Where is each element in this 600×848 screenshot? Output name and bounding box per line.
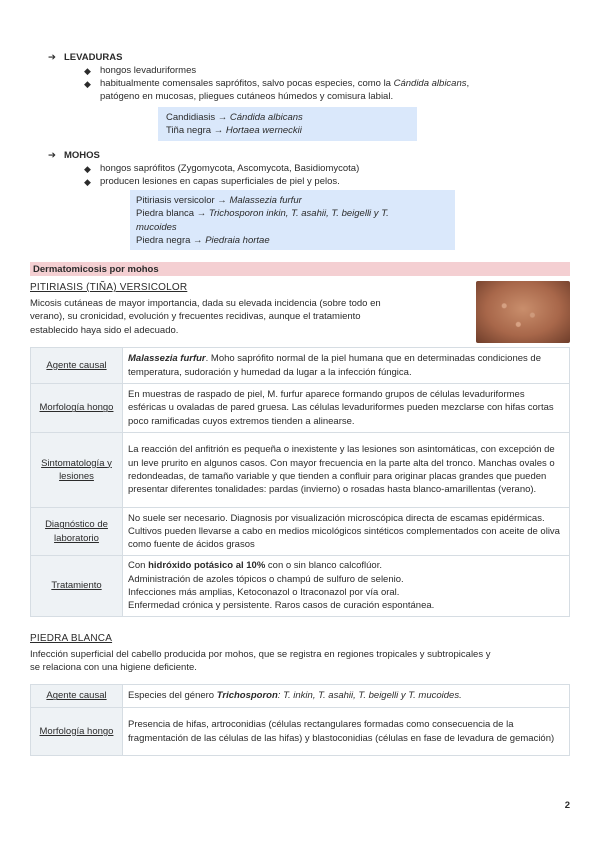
pitiriasis-heading: PITIRIASIS (TIÑA) VERSICOLOR <box>30 282 188 293</box>
levaduras-heading: ➔ LEVADURAS <box>48 52 123 63</box>
row-value: Especies del género Trichosporon: T. inkin, T. asahii, T. beigelli y T. mucoides. <box>123 685 570 708</box>
list-item: ◆ hongos saprófitos (Zygomycota, Ascomycota, Basidiomycota) <box>84 163 360 174</box>
table-row <box>31 384 570 433</box>
table-row <box>31 685 570 708</box>
row-label: Morfología hongo <box>31 708 123 756</box>
table-row <box>31 348 570 384</box>
page-number: 2 <box>564 800 570 811</box>
list-item: ◆ producen lesiones en capas superficiales de piel y pelos. <box>84 176 340 188</box>
piedra-blanca-intro: Infección superficial del cabello producida por mohos, que se registra en regiones tropicales y subtropicales y se relaciona con una higiene deficiente. <box>30 649 491 674</box>
row-value: Malassezia furfur. Moho saprófito normal de la piel humana que en determinadas condiciones de temperatura, sudoración y humedad da lugar a la infección fúngica. <box>123 348 570 384</box>
mohos-disease-box: Pitiriasis versicolor → Malassezia furfur Piedra blanca → Trichosporon inkin, T. asahii, T. beigelli y T. mucoides Piedra negra → Piedraia hortae <box>130 190 455 250</box>
section-title-bar: Dermatomicosis por mohos <box>30 262 570 276</box>
diamond-bullet-icon: ◆ <box>84 164 91 174</box>
table-row <box>31 556 570 617</box>
piedra-blanca-heading: PIEDRA BLANCA <box>30 633 113 644</box>
levaduras-list <box>84 64 570 103</box>
row-label: Tratamiento <box>31 556 123 617</box>
pitiriasis-intro: Micosis cutáneas de mayor importancia, dada su elevada incidencia (sobre todo en verano), su cronicidad, evolución y frecuentes recidivas, aunque el tratamiento establecido haya sido el adecuado. <box>30 298 381 336</box>
piedra-blanca-table <box>30 684 570 756</box>
table-row <box>31 508 570 556</box>
diamond-bullet-icon: ◆ <box>84 177 91 188</box>
row-value: La reacción del anfitrión es pequeña o inexistente y las lesiones son asintomáticas, con excepción de un leve prurito en algunos casos. Con mayor frecuencia en la parte alta del tronco. Manchas ovales o redondeadas, de tamaño variable y que tienden a confluir para originar placas grandes que pueden presentar diferentes tonalidades: pardas (invierno) o rosadas hasta blanco-amarillentas (verano). <box>123 433 570 508</box>
row-value: Con hidróxido potásico al 10% con o sin blanco calcoflúor. Administración de azoles tópicos o champú de sulfuro de selenio. Infecciones más amplias, Ketoconazol o Itraconazol por vía oral. Enfermedad crónica y persistente. Raros casos de curación espontánea. <box>123 556 570 617</box>
skin-lesion-photo <box>476 281 570 343</box>
table-row <box>31 708 570 756</box>
mohos-list <box>84 162 570 188</box>
row-value: En muestras de raspado de piel, M. furfur aparece formando grupos de células levaduriformes esféricas u ovaladas de pared gruesa. Las células levaduriformes pueden mezclarse con hifas cortas poco ramificadas cuyos extremos tienden a alinearse. <box>123 384 570 433</box>
arrow-right-icon: ➔ <box>48 150 56 161</box>
row-label: Morfología hongo <box>31 384 123 433</box>
list-item: ◆ hongos levaduriformes <box>84 65 197 76</box>
levaduras-disease-box: Candidiasis → Cándida albicans Tiña negra → Hortaea werneckii <box>158 107 417 141</box>
table-row <box>31 433 570 508</box>
row-label: Sintomatología y lesiones <box>31 433 123 508</box>
arrow-right-icon: ➔ <box>48 52 56 63</box>
row-value: No suele ser necesario. Diagnosis por visualización microscópica directa de escamas epidérmicas. Cultivos pueden llevarse a cabo en medios micológicos sintéticos complementados con aceite de oliva como fuente de ácidos grasos <box>123 508 570 556</box>
mohos-heading: ➔ MOHOS <box>48 150 100 161</box>
row-label: Diagnóstico de laboratorio <box>31 508 123 556</box>
diamond-bullet-icon: ◆ <box>84 66 91 76</box>
row-value: Presencia de hifas, artroconidias (células rectangulares formadas como consecuencia de la fragmentación de las células de las hifas) y blastoconidias (células en fase de levadura de gemación) <box>123 708 570 756</box>
diamond-bullet-icon: ◆ <box>84 79 91 90</box>
pitiriasis-table <box>30 347 570 617</box>
row-label: Agente causal <box>31 685 123 708</box>
row-label: Agente causal <box>31 348 123 384</box>
list-item: ◆ habitualmente comensales saprófitos, salvo pocas especies, como la Cándida albicans, patógeno en mucosas, pliegues cutáneos húmedos y comisura labial. <box>84 78 470 103</box>
